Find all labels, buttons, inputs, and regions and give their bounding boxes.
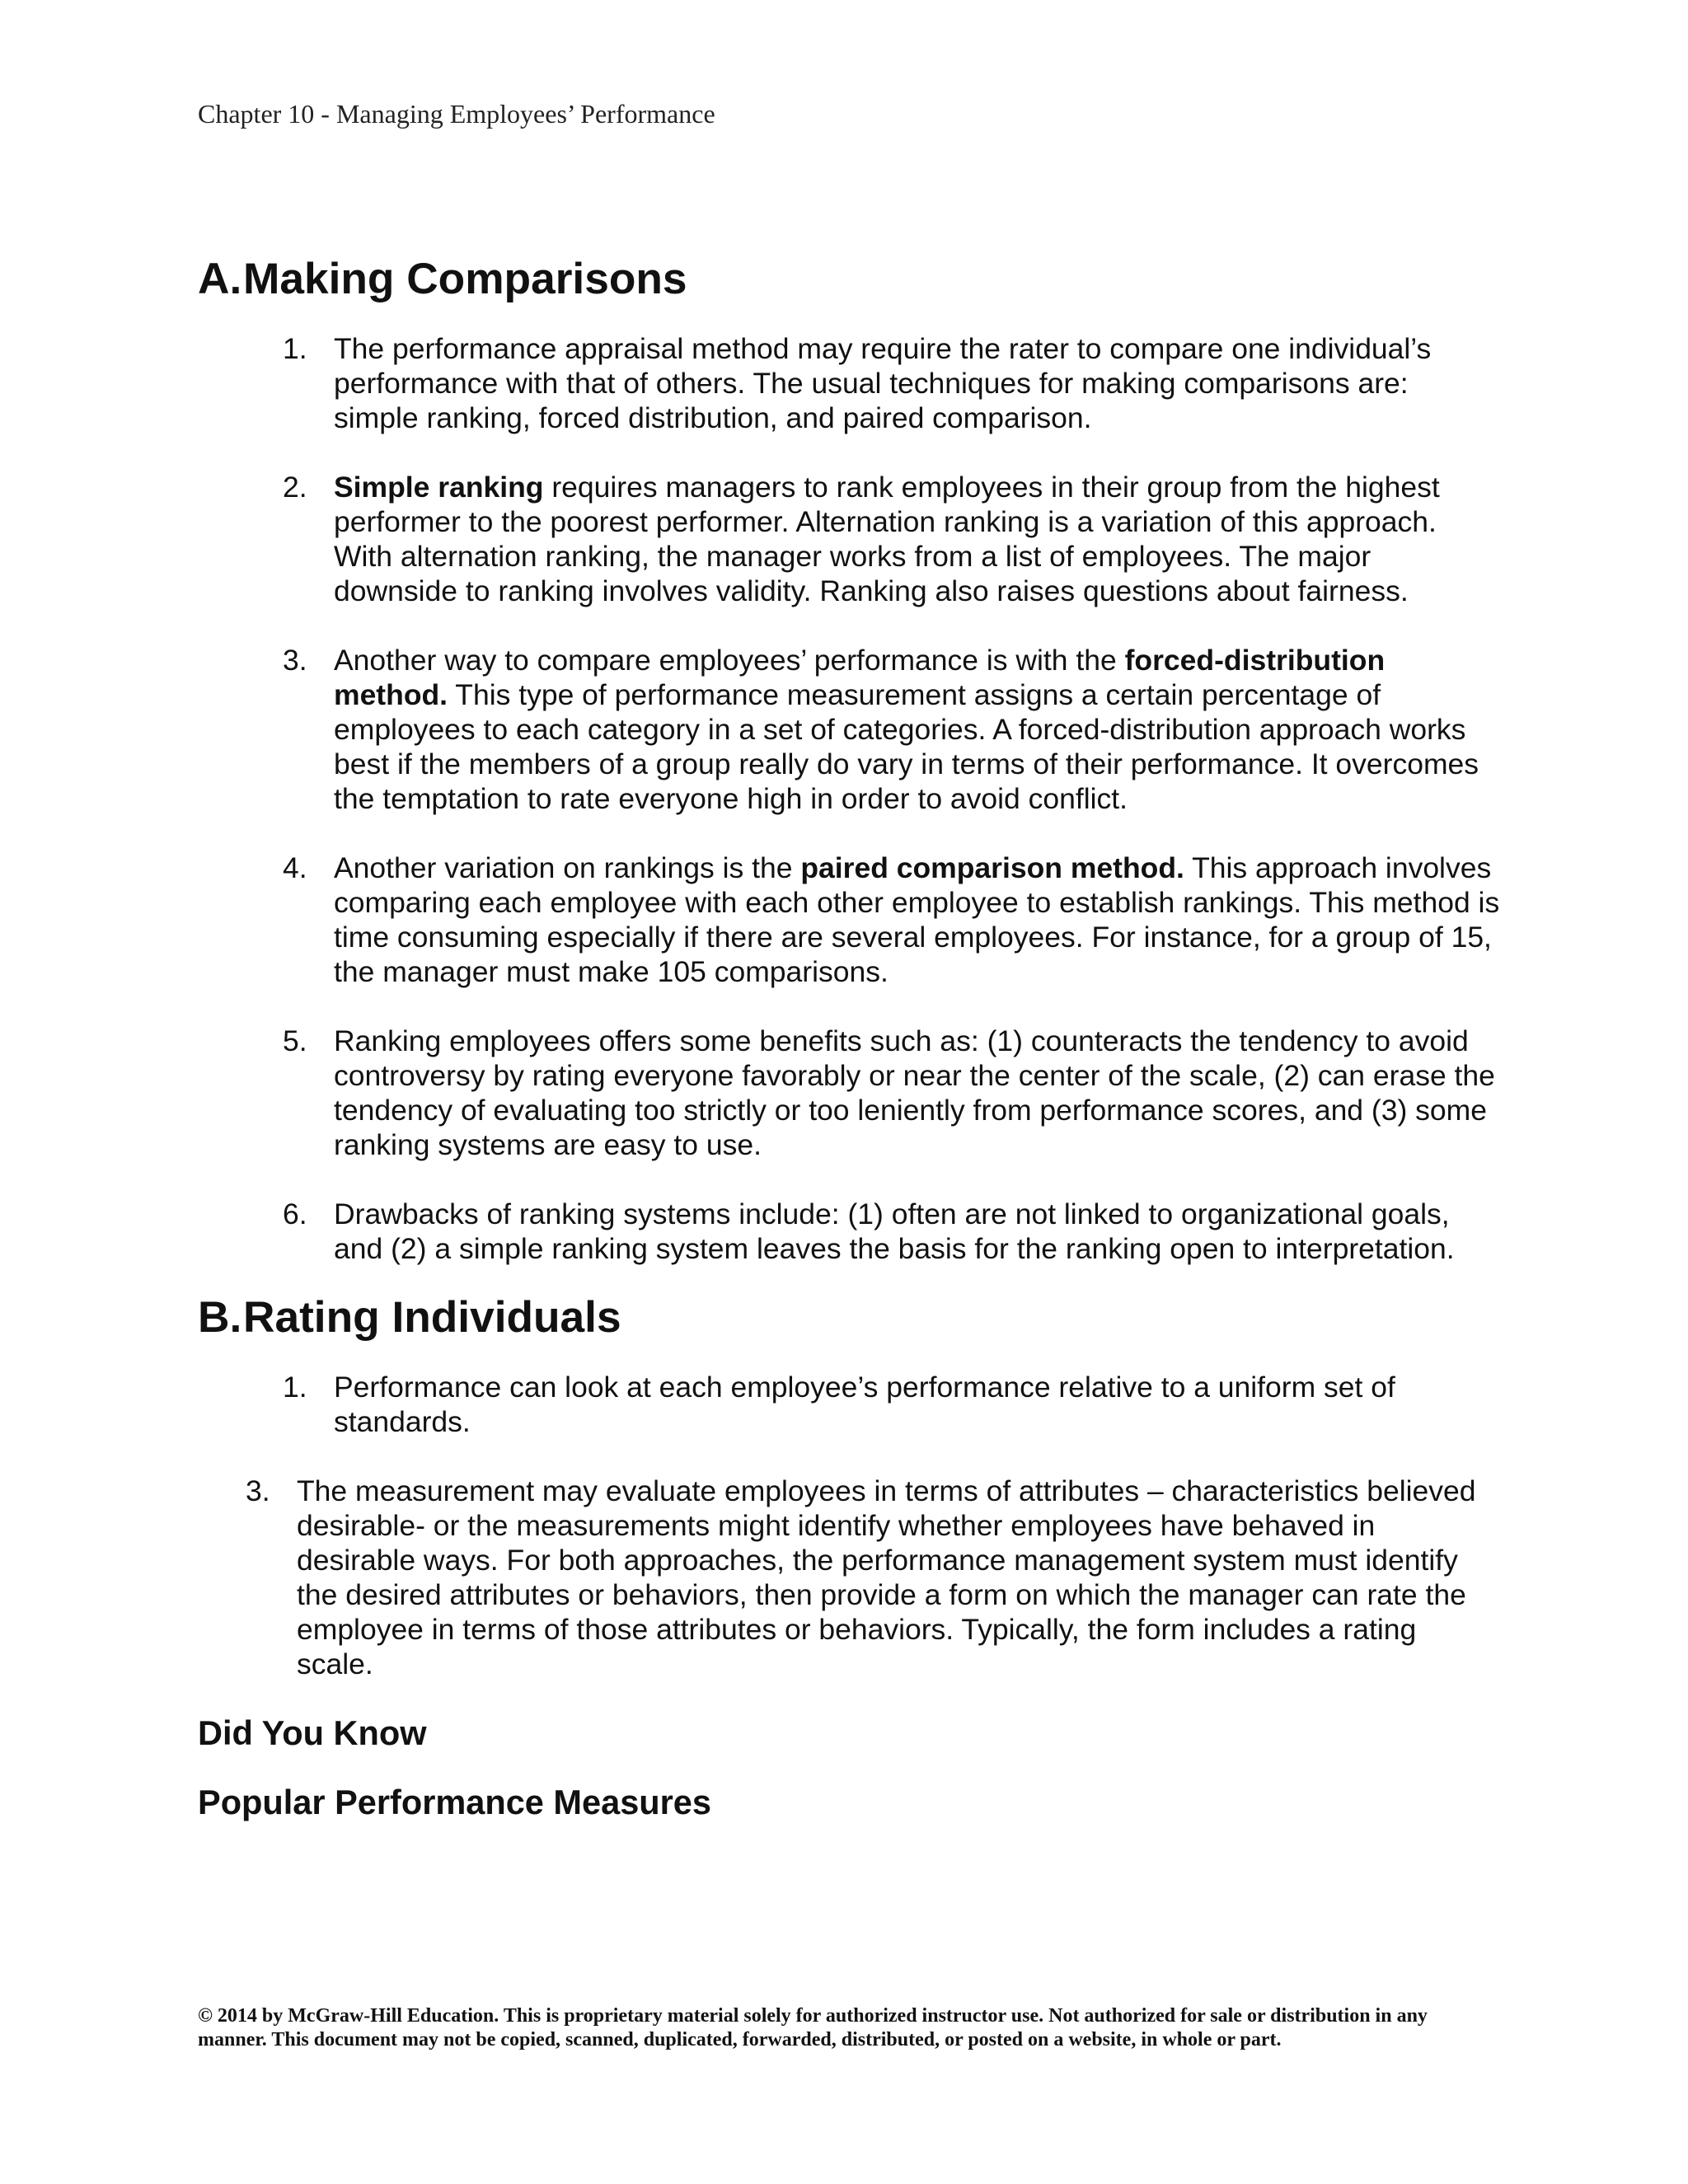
term-simple-ranking: Simple ranking — [334, 471, 544, 504]
running-header: Chapter 10 - Managing Employees’ Performance — [198, 99, 715, 129]
term-forced-distribution: forced-distribution method. — [334, 644, 1386, 711]
comparison-list — [198, 331, 1500, 1266]
list-item — [198, 643, 1500, 816]
section-heading-rating-individuals — [198, 1293, 1500, 1342]
section-b — [198, 1293, 1500, 1681]
section-a — [198, 255, 1500, 1266]
list-text: This type of performance measurement assigns a certain percentage of employees to each category in a set of categories. A forced-distribution approach works best if the members of a group really do vary in terms of their performance. It overcomes the temptation to rate everyone high in order to avoid conflict. — [334, 678, 1479, 815]
list-text: This approach involves comparing each employee with each other employee to establish rankings. This method is time consuming especially if there are several employees. For instance, for a group of 15, the manager must make 105 comparisons. — [334, 851, 1500, 988]
list-text-lead: Another variation on rankings is the — [334, 851, 801, 884]
list-item — [198, 1370, 1500, 1439]
copyright-footer: © 2014 by McGraw-Hill Education. This is proprietary material solely for authorized instructor use. Not authorized for sale or distribution in any manner. This document may not be copied, scanned, duplicated, forwarded, distributed, or posted on a website, in whole or part. — [198, 2005, 1428, 2050]
list-number: 5. — [283, 1024, 307, 1057]
list-item — [198, 1474, 1500, 1681]
popular-measures-heading: Popular Performance Measures — [198, 1783, 711, 1821]
term-paired-comparison: paired comparison method. — [800, 851, 1184, 884]
list-number: 2. — [283, 471, 307, 504]
list-number: 4. — [283, 851, 307, 884]
list-text: The performance appraisal method may require the rater to compare one individual’s performance with that of others. The usual techniques for making comparisons are: simple ranking, forced distribution, and paired comparison. — [334, 332, 1432, 434]
list-number: 3. — [246, 1474, 270, 1507]
section-heading-making-comparisons — [198, 255, 1500, 303]
did-you-know-heading: Did You Know — [198, 1713, 427, 1752]
list-number: 3. — [283, 644, 307, 677]
rating-list — [198, 1370, 1500, 1681]
list-text: requires managers to rank employees in their group from the highest performer to the poorest performer. Alternation ranking is a variation of this approach. With alternation ranking, the manager works from a list of employees. The major downside to ranking involves validity. Ranking also raises questions about fairness. — [334, 471, 1440, 607]
list-text: Ranking employees offers some benefits such as: (1) counteracts the tendency to avoid controversy by rating everyone favorably or near the center of the scale, (2) can erase the tendency of evaluating too strictly or too leniently from performance scores, and (3) some ranking systems are easy to use. — [334, 1024, 1495, 1161]
list-text-lead: Another way to compare employees’ performance is with the — [334, 644, 1125, 677]
document-body — [198, 255, 1500, 1821]
list-item — [198, 1197, 1500, 1266]
list-text: Drawbacks of ranking systems include: (1) often are not linked to organizational goals, and (2) a simple ranking system leaves the basis for the ranking open to interpretation. — [334, 1197, 1455, 1265]
list-item — [198, 331, 1500, 435]
section-title: Making Comparisons — [243, 255, 687, 303]
section-letter: B. — [198, 1293, 242, 1342]
list-number: 1. — [283, 1371, 307, 1404]
section-title: Rating Individuals — [243, 1293, 621, 1342]
list-item — [198, 470, 1500, 608]
list-text: The measurement may evaluate employees in terms of attributes – characteristics believed desirable- or the measurements might identify whether employees have behaved in desirable ways. For both approaches, the performance management system must identify the desired attributes or behaviors, then provide a form on which the manager can rate the employee in terms of those attributes or behaviors. Typically, the form includes a rating scale. — [297, 1474, 1476, 1680]
list-item — [198, 851, 1500, 989]
list-number: 6. — [283, 1197, 307, 1230]
list-item — [198, 1024, 1500, 1162]
section-letter: A. — [198, 255, 242, 303]
list-text: Performance can look at each employee’s performance relative to a uniform set of standards. — [334, 1371, 1395, 1438]
list-number: 1. — [283, 332, 307, 365]
